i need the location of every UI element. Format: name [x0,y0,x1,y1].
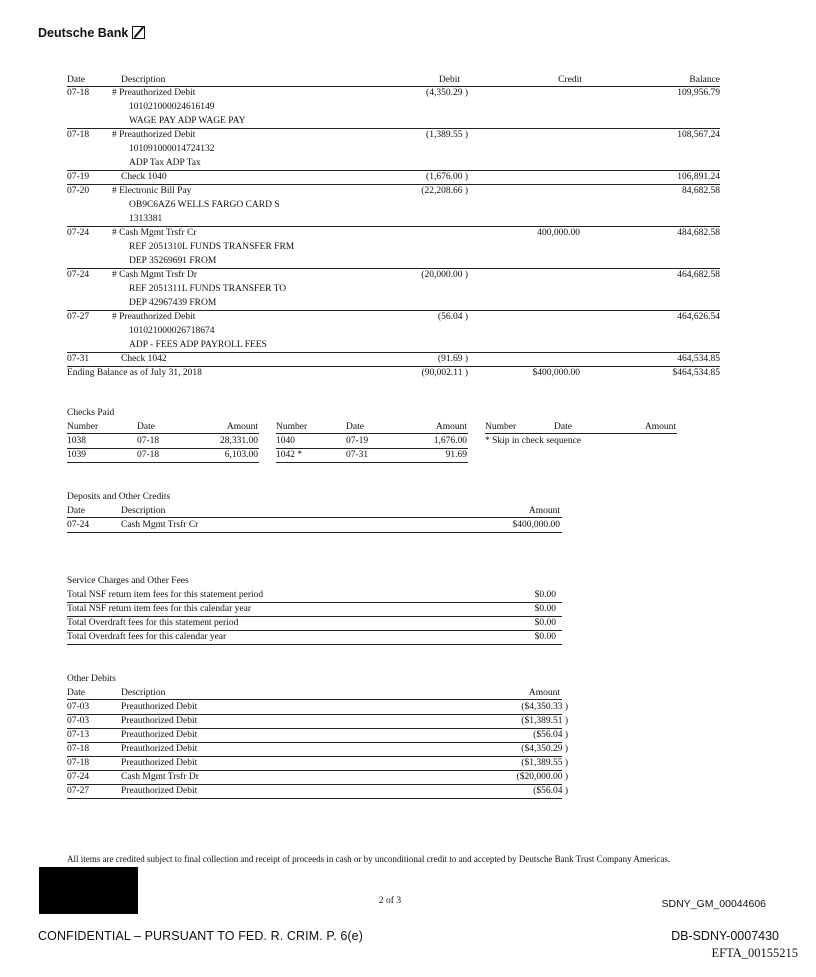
ending-credit-total: $400,000.00 [532,368,580,378]
column-header-description: Description [121,75,166,85]
transaction-debit: (22,208.66 ) [421,186,468,196]
checks-header-amount: Amount [226,422,258,432]
other-debits-title: Other Debits [67,674,116,684]
fee-label: Total NSF return item fees for this statement period [67,590,264,600]
debit-date: 07-03 [67,716,90,726]
deposits-header-amount: Amount [528,506,560,516]
transaction-date: 07-24 [67,270,90,280]
check-number: 1039 [67,450,86,460]
page-number: 2 of 3 [378,896,402,906]
transaction-date: 07-19 [67,172,90,182]
check-amount: 28,331.00 [220,436,258,446]
check-number: 1042 * [276,450,303,460]
debit-description: Preauthorized Debit [121,786,198,796]
transaction-debit: (1,676.00 ) [426,172,468,182]
bank-logo [38,26,145,40]
checks-header-date: Date [554,422,572,432]
debit-amount: ($1,389.51 ) [521,716,568,726]
column-header-date: Date [67,75,85,85]
debit-description: Cash Mgmt Trsfr Dr [121,772,199,782]
fee-amount: $0.00 [534,632,556,642]
debit-amount: ($4,350.33 ) [521,702,568,712]
check-amount: 91.69 [445,450,467,460]
document-id: SDNY_GM_00044606 [661,898,766,910]
deposits-header-description: Description [121,506,166,516]
deposits-title: Deposits and Other Credits [67,492,171,502]
other-debits-header-description: Description [121,688,166,698]
deposit-description: Cash Mgmt Trsfr Cr [121,520,199,530]
fee-amount: $0.00 [534,604,556,614]
debit-date: 07-24 [67,772,90,782]
transaction-balance: 464,626.54 [677,312,720,322]
fee-label: Total Overdraft fees for this calendar year [67,632,227,642]
bates-number: DB-SDNY-0007430 [671,929,779,943]
transaction-detail: DEP 35269691 FROM [129,256,217,266]
debit-date: 07-18 [67,744,90,754]
column-header-credit: Credit [558,75,582,85]
efta-number: EFTA_00155215 [711,946,798,960]
fee-label: Total Overdraft fees for this statement period [67,618,239,628]
transaction-debit: (1,389.55 ) [426,130,468,140]
service-charges-title: Service Charges and Other Fees [67,576,189,586]
transaction-date: 07-18 [67,130,90,140]
transaction-balance: 109,956.79 [677,88,720,98]
transaction-type: # Cash Mgmt Trsfr Dr [112,270,197,280]
transaction-type: Check 1040 [121,172,167,182]
checks-header-date: Date [346,422,364,432]
checks-header-number: Number [485,422,517,432]
deposits-header-date: Date [67,506,85,516]
transaction-debit: (4,350.29 ) [426,88,468,98]
transaction-date: 07-27 [67,312,90,322]
check-date: 07-31 [346,450,369,460]
transaction-detail: ADP - FEES ADP PAYROLL FEES [129,340,267,350]
transaction-date: 07-31 [67,354,90,364]
row-divider [67,532,562,533]
checks-header-number: Number [276,422,308,432]
check-date: 07-19 [346,436,369,446]
checks-header-amount: Amount [644,422,676,432]
check-date: 07-18 [137,450,160,460]
transaction-detail: 1313381 [129,214,163,224]
ending-balance-label: Ending Balance as of July 31, 2018 [67,368,202,378]
debit-date: 07-18 [67,758,90,768]
transaction-detail: 101021000024616149 [129,102,215,112]
fee-label: Total NSF return item fees for this calendar year [67,604,251,614]
transaction-type: # Preauthorized Debit [112,312,196,322]
check-number: 1040 [276,436,295,446]
transaction-detail: WAGE PAY ADP WAGE PAY [129,116,246,126]
disclaimer-text: All items are credited subject to final collection and receipt of proceeds in cash or by unconditional credit to and accepted by Deutsche Bank Trust Company Americas. [67,854,671,864]
debit-description: Preauthorized Debit [121,702,198,712]
check-amount: 6,103.00 [224,450,258,460]
deposit-amount: $400,000.00 [512,520,560,530]
checks-header-date: Date [137,422,155,432]
debit-amount: ($56.04 ) [533,730,568,740]
column-header-debit: Debit [438,75,460,85]
transaction-detail: OB9C6AZ6 WELLS FARGO CARD S [129,200,280,210]
transaction-balance: 464,534.85 [677,354,720,364]
debit-amount: ($56.04 ) [533,786,568,796]
check-amount: 1,676.00 [433,436,467,446]
column-header-balance: Balance [689,75,720,85]
debit-description: Preauthorized Debit [121,730,198,740]
checks-header-number: Number [67,422,99,432]
other-debits-header-amount: Amount [528,688,560,698]
confidential-notice: CONFIDENTIAL – PURSUANT TO FED. R. CRIM. P. 6(e) [38,929,363,943]
transaction-detail: DEP 42967439 FROM [129,298,217,308]
check-sequence-note: * Skip in check sequence [485,436,582,446]
transaction-balance: 106,891.24 [677,172,720,182]
transaction-credit: 400,000.00 [537,228,580,238]
row-divider [67,798,562,799]
row-divider [67,644,562,645]
ending-debit-total: (90,002.11 ) [421,368,468,378]
fee-amount: $0.00 [534,618,556,628]
row-divider [276,462,468,463]
transaction-detail: 101021000026718674 [129,326,215,336]
debit-amount: ($4,350.29 ) [521,744,568,754]
transaction-balance: 464,682.58 [677,270,720,280]
debit-date: 07-03 [67,702,90,712]
transaction-balance: 84,682.58 [682,186,720,196]
transaction-detail: REF 2051311L FUNDS TRANSFER TO [129,284,287,294]
checks-paid-title: Checks Paid [67,408,115,418]
transaction-type: # Electronic Bill Pay [112,186,192,196]
transaction-balance: 108,567.24 [677,130,720,140]
transaction-type: # Cash Mgmt Trsfr Cr [112,228,197,238]
ending-balance: $464,534.85 [672,368,720,378]
transaction-debit: (56.04 ) [437,312,468,322]
debit-amount: ($20,000.00 ) [516,772,568,782]
transaction-detail: ADP Tax ADP Tax [129,158,201,168]
debit-date: 07-13 [67,730,90,740]
transaction-debit: (20,000.00 ) [421,270,468,280]
deutsche-bank-slash-logo-icon [132,26,145,39]
debit-date: 07-27 [67,786,90,796]
check-number: 1038 [67,436,86,446]
debit-description: Preauthorized Debit [121,758,198,768]
transaction-date: 07-20 [67,186,90,196]
transaction-debit: (91.69 ) [437,354,468,364]
fee-amount: $0.00 [534,590,556,600]
bank-name: Deutsche Bank [38,26,129,40]
transaction-detail: 101091000014724132 [129,144,215,154]
check-date: 07-18 [137,436,160,446]
transaction-type: # Preauthorized Debit [112,88,196,98]
transaction-balance: 484,682.58 [677,228,720,238]
transaction-type: Check 1042 [121,354,167,364]
other-debits-header-date: Date [67,688,85,698]
debit-amount: ($1,389.55 ) [521,758,568,768]
debit-description: Preauthorized Debit [121,716,198,726]
row-divider [67,462,259,463]
transaction-detail: REF 2051310L FUNDS TRANSFER FRM [129,242,295,252]
redaction-box [39,867,138,914]
transaction-date: 07-24 [67,228,90,238]
deposit-date: 07-24 [67,520,90,530]
transaction-date: 07-18 [67,88,90,98]
checks-header-amount: Amount [435,422,467,432]
debit-description: Preauthorized Debit [121,744,198,754]
transaction-type: # Preauthorized Debit [112,130,196,140]
